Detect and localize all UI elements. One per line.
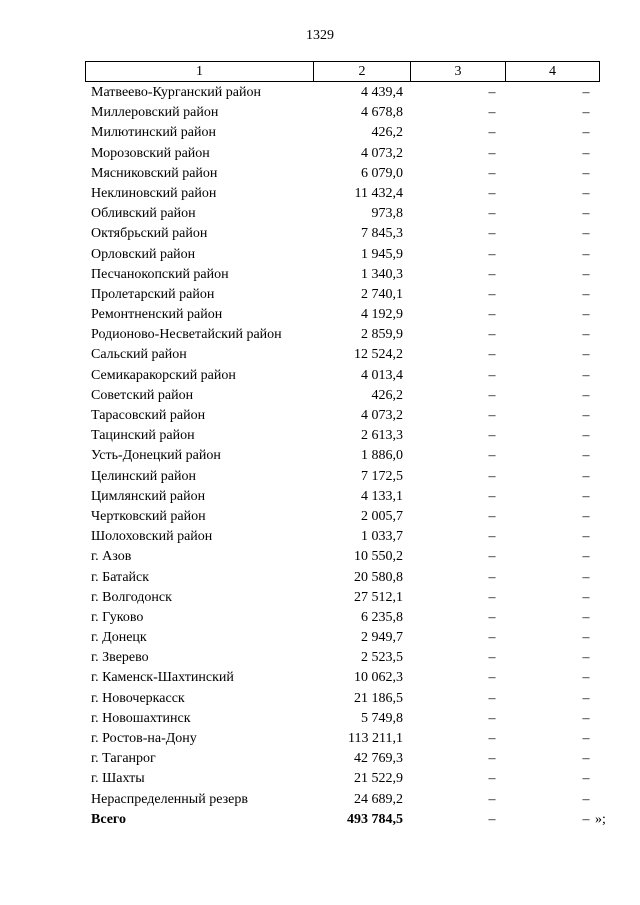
row-col4: – <box>582 448 590 464</box>
row-name: г. Азов <box>91 549 132 565</box>
table-row <box>85 345 599 365</box>
table-row <box>85 769 599 789</box>
row-col4: – <box>582 791 590 807</box>
table-row <box>85 668 599 688</box>
table-row <box>85 467 599 487</box>
table-row <box>85 426 599 446</box>
row-col3: – <box>488 791 496 807</box>
row-col3: – <box>488 85 496 100</box>
table-row <box>85 487 599 507</box>
row-amount: 1 886,0 <box>361 448 403 464</box>
row-col3: – <box>488 125 496 141</box>
row-amount: 12 524,2 <box>354 347 403 363</box>
row-col3: – <box>488 569 496 585</box>
table-row <box>85 709 599 729</box>
row-amount: 4 073,2 <box>361 408 403 423</box>
row-col4: – <box>582 650 590 666</box>
row-name: Цимлянский район <box>91 488 206 504</box>
table-row <box>85 790 599 810</box>
table-row <box>85 164 599 184</box>
row-name: Миллеровский район <box>91 105 219 121</box>
row-amount: 6 235,8 <box>361 609 403 625</box>
table-row <box>85 446 599 466</box>
row-name: Песчанокопский район <box>91 266 229 282</box>
row-amount: 1 945,9 <box>361 246 403 262</box>
table-row <box>85 406 599 426</box>
row-col4: – <box>582 347 590 363</box>
row-amount: 2 949,7 <box>361 630 403 646</box>
row-name: Нераспределенный резерв <box>91 791 248 807</box>
row-col3: – <box>488 145 496 161</box>
table-row <box>85 749 599 769</box>
row-col3: – <box>488 226 496 242</box>
row-col4: – <box>582 710 590 726</box>
row-amount: 4 133,1 <box>361 488 403 504</box>
row-col3: – <box>488 266 496 282</box>
row-col3: – <box>488 630 496 646</box>
row-col4: – <box>582 286 590 302</box>
row-name: Ремонтненский район <box>91 307 223 323</box>
row-name: г. Каменск-Шахтинский <box>91 670 234 686</box>
row-amount: 10 062,3 <box>354 670 403 686</box>
row-name: Советский район <box>91 387 194 403</box>
row-name: г. Ростов-на-Дону <box>91 731 197 746</box>
row-col3: – <box>488 488 496 504</box>
row-col4: – <box>582 266 590 282</box>
row-col4: – <box>582 468 590 484</box>
column-header-2: 2 <box>314 62 411 82</box>
row-col4: – <box>582 307 590 323</box>
row-col4: – <box>582 751 590 767</box>
row-name: г. Таганрог <box>91 751 156 767</box>
row-col3: – <box>488 529 496 545</box>
row-amount: 7 172,5 <box>361 468 403 484</box>
table-row <box>85 285 599 305</box>
row-col4: – <box>582 367 590 383</box>
table-row <box>85 527 599 547</box>
table-row <box>85 265 599 285</box>
row-col4: – <box>582 569 590 585</box>
row-col3: – <box>488 347 496 363</box>
row-name: г. Новочеркасск <box>91 690 185 706</box>
row-amount: 426,2 <box>371 387 403 403</box>
row-amount: 21 522,9 <box>354 771 403 787</box>
table-row <box>85 386 599 406</box>
row-col3: – <box>488 690 496 706</box>
row-name: Усть-Донецкий район <box>91 448 221 464</box>
row-name: Тацинский район <box>91 428 195 444</box>
table-row <box>85 729 599 749</box>
table-row <box>85 547 599 567</box>
row-col3: – <box>488 670 496 686</box>
row-amount: 27 512,1 <box>354 589 403 605</box>
row-amount: 1 033,7 <box>361 529 403 545</box>
row-col3: – <box>488 710 496 726</box>
table-row <box>85 144 599 164</box>
row-col4: – <box>582 387 590 403</box>
row-amount: 4 013,4 <box>361 367 403 383</box>
row-col3: – <box>488 549 496 565</box>
row-amount: 4 678,8 <box>361 105 403 121</box>
row-name: Чертковский район <box>91 508 206 524</box>
table-row <box>85 184 599 204</box>
row-col3: – <box>488 286 496 302</box>
row-name: Шолоховский район <box>91 529 213 545</box>
row-col3: – <box>488 307 496 323</box>
row-col3: – <box>488 387 496 403</box>
total-label: Всего <box>91 811 126 827</box>
row-amount: 113 211,1 <box>348 731 403 746</box>
row-col4: – <box>582 670 590 686</box>
table-row <box>85 224 599 244</box>
row-amount: 5 749,8 <box>361 710 403 726</box>
row-name: г. Новошахтинск <box>91 710 191 726</box>
row-amount: 2 859,9 <box>361 327 403 343</box>
row-col3: – <box>488 609 496 625</box>
row-col3: – <box>488 206 496 222</box>
row-name: Тарасовский район <box>91 408 206 423</box>
row-col4: – <box>582 529 590 545</box>
row-col4: – <box>582 589 590 605</box>
row-amount: 10 550,2 <box>354 549 403 565</box>
row-name: Неклиновский район <box>91 185 217 201</box>
row-amount: 20 580,8 <box>354 569 403 585</box>
row-name: Обливский район <box>91 206 196 222</box>
row-col3: – <box>488 589 496 605</box>
column-header-1: 1 <box>86 62 314 82</box>
row-name: Родионово-Несветайский район <box>91 327 282 343</box>
total-amount: 493 784,5 <box>347 811 403 827</box>
row-name: Целинский район <box>91 468 196 484</box>
total-col3: – <box>488 811 496 827</box>
row-col4: – <box>582 246 590 262</box>
row-col3: – <box>488 771 496 787</box>
table-row <box>85 123 599 143</box>
row-name: г. Гуково <box>91 609 144 625</box>
row-name: Семикаракорский район <box>91 367 236 383</box>
row-amount: 11 432,4 <box>354 185 403 201</box>
row-amount: 973,8 <box>371 206 403 222</box>
row-col4: – <box>582 690 590 706</box>
table-header <box>85 61 600 82</box>
row-name: Морозовский район <box>91 145 210 161</box>
row-name: Матвеево-Курганский район <box>91 85 261 100</box>
row-name: Милютинский район <box>91 125 217 141</box>
row-col4: – <box>582 609 590 625</box>
row-amount: 1 340,3 <box>361 266 403 282</box>
table-body <box>85 83 606 830</box>
row-amount: 2 523,5 <box>361 650 403 666</box>
row-col4: – <box>582 408 590 423</box>
table-row <box>85 628 599 648</box>
table-row <box>85 648 599 668</box>
row-col3: – <box>488 650 496 666</box>
total-col4: – <box>582 811 590 827</box>
row-amount: 4 073,2 <box>361 145 403 161</box>
row-col4: – <box>582 185 590 201</box>
row-col4: – <box>582 508 590 524</box>
row-name: г. Волгодонск <box>91 589 172 605</box>
row-col4: – <box>582 428 590 444</box>
row-amount: 4 192,9 <box>361 307 403 323</box>
row-name: Мясниковский район <box>91 165 218 181</box>
table-row <box>85 366 599 386</box>
table-row <box>85 305 599 325</box>
table-row <box>85 507 599 527</box>
row-col4: – <box>582 327 590 343</box>
row-col4: – <box>582 125 590 141</box>
table-row <box>85 103 599 123</box>
column-header-4: 4 <box>506 62 600 82</box>
row-col3: – <box>488 428 496 444</box>
row-col4: – <box>582 145 590 161</box>
row-amount: 7 845,3 <box>361 226 403 242</box>
row-amount: 24 689,2 <box>354 791 403 807</box>
table-row <box>85 689 599 709</box>
column-header-3: 3 <box>411 62 506 82</box>
row-amount: 426,2 <box>371 125 403 141</box>
row-col3: – <box>488 165 496 181</box>
row-name: г. Донецк <box>91 630 147 646</box>
row-col3: – <box>488 448 496 464</box>
row-col3: – <box>488 468 496 484</box>
total-suffix: »; <box>595 811 606 827</box>
row-name: Октябрьский район <box>91 226 208 242</box>
row-col4: – <box>582 206 590 222</box>
row-col3: – <box>488 508 496 524</box>
table-row <box>85 568 599 588</box>
row-amount: 6 079,0 <box>361 165 403 181</box>
table-row <box>85 83 599 103</box>
table-row <box>85 608 599 628</box>
row-col3: – <box>488 105 496 121</box>
total-row <box>85 810 606 830</box>
row-col4: – <box>582 85 590 100</box>
row-col4: – <box>582 549 590 565</box>
table-row <box>85 245 599 265</box>
row-amount: 42 769,3 <box>354 751 403 767</box>
row-col3: – <box>488 408 496 423</box>
row-amount: 2 005,7 <box>361 508 403 524</box>
row-col3: – <box>488 246 496 262</box>
row-name: г. Шахты <box>91 771 145 787</box>
row-col4: – <box>582 731 590 746</box>
row-col4: – <box>582 105 590 121</box>
row-col3: – <box>488 751 496 767</box>
row-name: Пролетарский район <box>91 286 215 302</box>
row-col3: – <box>488 327 496 343</box>
row-col3: – <box>488 367 496 383</box>
row-amount: 2 613,3 <box>361 428 403 444</box>
row-col4: – <box>582 488 590 504</box>
table-row <box>85 588 599 608</box>
row-name: г. Зверево <box>91 650 149 666</box>
table-row <box>85 325 599 345</box>
row-col3: – <box>488 185 496 201</box>
page-number: 1329 <box>306 28 334 43</box>
row-col3: – <box>488 731 496 746</box>
row-col4: – <box>582 226 590 242</box>
row-col4: – <box>582 771 590 787</box>
row-name: Орловский район <box>91 246 196 262</box>
row-col4: – <box>582 165 590 181</box>
row-amount: 4 439,4 <box>361 85 403 100</box>
row-amount: 21 186,5 <box>354 690 403 706</box>
table-row <box>85 204 599 224</box>
row-col4: – <box>582 630 590 646</box>
row-name: г. Батайск <box>91 569 150 585</box>
row-name: Сальский район <box>91 347 187 363</box>
row-amount: 2 740,1 <box>361 286 403 302</box>
